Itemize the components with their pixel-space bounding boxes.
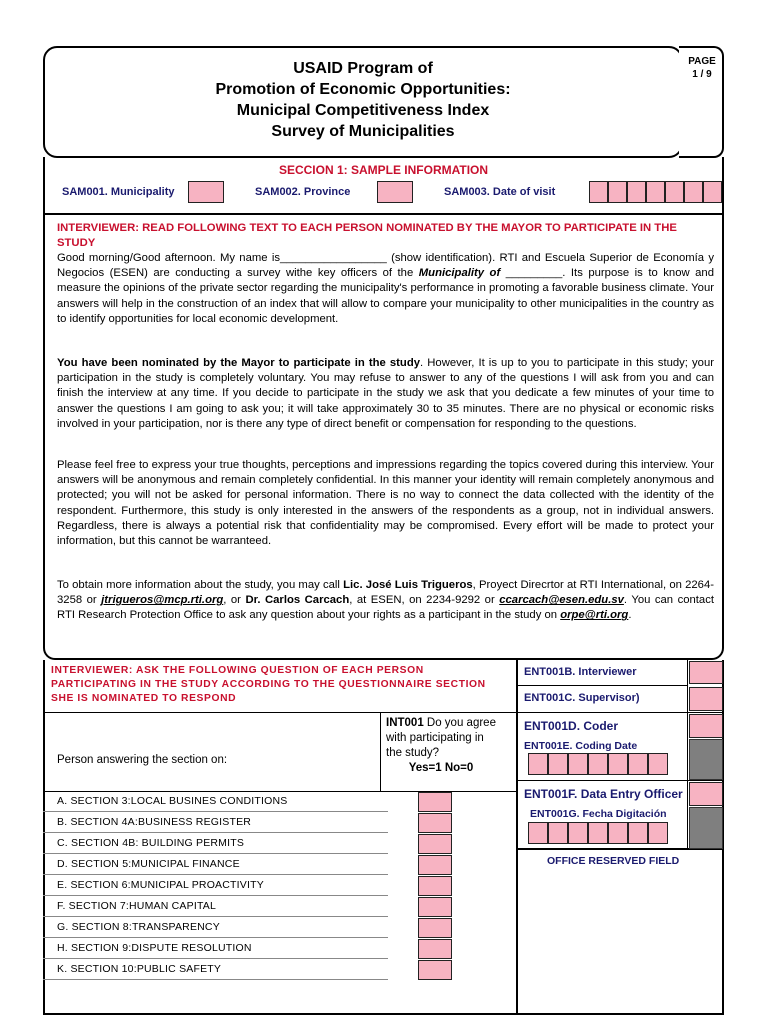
date-cell[interactable] bbox=[548, 753, 568, 775]
date-cell[interactable] bbox=[628, 753, 648, 775]
ent001d-label: ENT001D. Coder bbox=[524, 719, 619, 733]
page-label: PAGE bbox=[688, 56, 716, 67]
int001-answer-field[interactable] bbox=[418, 960, 452, 980]
section-row-label: B. SECTION 4A:BUSINESS REGISTER bbox=[57, 816, 252, 828]
ent001f-label: ENT001F. Data Entry Officer bbox=[524, 787, 683, 801]
date-cell[interactable] bbox=[665, 181, 684, 203]
sam002-label: SAM002. Province bbox=[255, 186, 351, 198]
date-cell[interactable] bbox=[648, 822, 668, 844]
date-cell[interactable] bbox=[646, 181, 665, 203]
intro-paragraph-2: You have been nominated by the Mayor to participate in the study. However, It is up to you to participate in this study; your participation in the study is completely voluntary. You may refuse to answer to any of the questions I will ask from you and can finish the interview at any time. If you decide to participate in the study we ask that you dedicate a few minutes of your time to answer the questions I am going to ask you; it will take approximately 30 to 35 minutes. There are no physical or economic risks involved in your participation, nor is there any type of direct benefit or compensation for responding to the questions. bbox=[57, 357, 715, 430]
row-divider bbox=[43, 937, 388, 938]
date-cell[interactable] bbox=[568, 822, 588, 844]
date-cell[interactable] bbox=[703, 181, 722, 203]
date-cell[interactable] bbox=[684, 181, 703, 203]
intro-heading: INTERVIEWER: READ FOLLOWING TEXT TO EACH PERSON NOMINATED BY THE MAYOR TO PARTICIPATE IN THE STUDY bbox=[57, 222, 677, 249]
sam003-label: SAM003. Date of visit bbox=[444, 186, 556, 198]
row-divider bbox=[43, 916, 388, 917]
int001-answer-field[interactable] bbox=[418, 813, 452, 833]
date-cell[interactable] bbox=[588, 822, 608, 844]
ent001c-field[interactable] bbox=[689, 687, 723, 711]
date-cell[interactable] bbox=[528, 822, 548, 844]
date-cell[interactable] bbox=[608, 822, 628, 844]
row-divider bbox=[43, 853, 388, 854]
office-reserved-label: OFFICE RESERVED FIELD bbox=[547, 855, 680, 867]
sam002-field[interactable] bbox=[377, 181, 413, 203]
section-row-label: H. SECTION 9:DISPUTE RESOLUTION bbox=[57, 942, 252, 954]
int001-answer-field[interactable] bbox=[418, 876, 452, 896]
divider bbox=[518, 685, 688, 686]
int001-question: INT001 Do you agree with participating in the study? Yes=1 No=0 bbox=[386, 717, 496, 774]
int001-answer-field[interactable] bbox=[418, 939, 452, 959]
divider bbox=[518, 780, 723, 781]
ent001g-label: ENT001G. Fecha Digitación bbox=[530, 808, 667, 820]
person-answering-label: Person answering the section on: bbox=[57, 754, 228, 766]
date-cell[interactable] bbox=[568, 753, 588, 775]
row-divider bbox=[43, 811, 388, 812]
int001-answer-field[interactable] bbox=[418, 792, 452, 812]
sam001-field[interactable] bbox=[188, 181, 224, 203]
section-row-label: K. SECTION 10:PUBLIC SAFETY bbox=[57, 963, 222, 975]
title-line-2: Promotion of Economic Opportunities: bbox=[215, 81, 511, 98]
page-indicator bbox=[681, 55, 723, 81]
divider bbox=[380, 712, 381, 792]
date-cell[interactable] bbox=[628, 822, 648, 844]
row-divider bbox=[43, 832, 388, 833]
row-divider bbox=[43, 895, 388, 896]
divider bbox=[43, 712, 518, 713]
section-row-label: A. SECTION 3:LOCAL BUSINES CONDITIONS bbox=[57, 795, 288, 807]
ent001b-label: ENT001B. Interviewer bbox=[524, 666, 637, 678]
office-grey-cell bbox=[689, 739, 723, 780]
title-line-4: Survey of Municipalities bbox=[271, 123, 455, 140]
row-divider bbox=[43, 874, 388, 875]
email-link[interactable]: ccarcach@esen.edu.sv bbox=[499, 594, 624, 607]
row-divider bbox=[43, 979, 388, 980]
date-cell[interactable] bbox=[548, 822, 568, 844]
title-line-3: Municipal Competitiveness Index bbox=[236, 102, 490, 119]
date-cell[interactable] bbox=[648, 753, 668, 775]
date-cell[interactable] bbox=[627, 181, 646, 203]
office-grey-cell bbox=[689, 807, 723, 849]
int001-answer-field[interactable] bbox=[418, 834, 452, 854]
date-cell[interactable] bbox=[528, 753, 548, 775]
date-cell[interactable] bbox=[588, 753, 608, 775]
section-row-label: G. SECTION 8:TRANSPARENCY bbox=[57, 921, 220, 933]
title-line-1: USAID Program of bbox=[293, 60, 433, 77]
page-number: 1 / 9 bbox=[692, 69, 712, 80]
date-cell[interactable] bbox=[608, 181, 627, 203]
int001-answer-field[interactable] bbox=[418, 855, 452, 875]
intro-paragraph-4: To obtain more information about the study, you may call Lic. José Luis Trigueros, Proyect Direcrtor at RTI International, on 2264-3258 or jtrigueros@mcp.rti.org, or Dr. Carlos Carcach, at ESEN, on 2234-9292 or ccarcach@esen.edu.sv. You can contact RTI Research Protection Office to ask any question about your rights as a participant in the study on orpe@rti.org. bbox=[57, 579, 715, 622]
ent001b-field[interactable] bbox=[689, 661, 723, 684]
ent001f-field[interactable] bbox=[689, 782, 723, 806]
intro-paragraph-3: Please feel free to express your true thoughts, perceptions and impressions regarding the topics covered during this interview. Your answers will be anonymous and remain completely confidential. In this manner your identity will remain completely anonymous and protected; you will not be asked for personal information. There is no way to connect the data collected with the identity of the respondent. Furthermore, this study is only interested in the answers of the respondents as a group, not in individual answers. Regardless, there is always a potential risk that confidentiality may be compromised. Every effort will be made to protect your information, but this cannot be warranteed. bbox=[57, 459, 714, 548]
document-title bbox=[43, 58, 683, 142]
sam001-label: SAM001. Municipality bbox=[62, 186, 175, 198]
ent001e-label: ENT001E. Coding Date bbox=[524, 740, 638, 752]
date-cell[interactable] bbox=[589, 181, 608, 203]
int001-answer-field[interactable] bbox=[418, 897, 452, 917]
date-cell[interactable] bbox=[608, 753, 628, 775]
section1-title: SECCION 1: SAMPLE INFORMATION bbox=[278, 163, 489, 177]
divider bbox=[518, 712, 723, 713]
row-divider bbox=[43, 958, 388, 959]
section-row-label: C. SECTION 4B: BUILDING PERMITS bbox=[57, 837, 245, 849]
section-row-label: E. SECTION 6:MUNICIPAL PROACTIVITY bbox=[57, 879, 264, 891]
section-row-label: D. SECTION 5:MUNICIPAL FINANCE bbox=[57, 858, 240, 870]
intro-paragraph-1: Good morning/Good afternoon. My name is_________________ (show identification). RTI and Escuela Superior de Economía y Negocios (ESEN) are conducting a survey withe key officers of the Municipality of _________. Its purpose is to know and measure the opinions of the private sector regarding the municipality's performance in promoting a favorable business climate. Your answers will help in the construction of an index that will allow to compare your municipality to other municipalities in the country as to identify opportunities for local economic development. bbox=[57, 252, 714, 325]
divider bbox=[687, 660, 688, 850]
int001-answer-field[interactable] bbox=[418, 918, 452, 938]
ent001d-field[interactable] bbox=[689, 714, 723, 738]
interviewer-instruction: INTERVIEWER: ASK THE FOLLOWING QUESTION OF EACH PERSON PARTICIPATING IN THE STUDY ACCORDING TO THE QUESTIONNAIRE SECTION SHE IS NOMINATED TO RESPOND bbox=[51, 665, 486, 704]
section-row-label: F. SECTION 7:HUMAN CAPITAL bbox=[57, 900, 217, 912]
ent001c-label: ENT001C. Supervisor) bbox=[524, 692, 640, 704]
email-link[interactable]: orpe@rti.org bbox=[560, 609, 629, 622]
email-link[interactable]: jtrigueros@mcp.rti.org bbox=[101, 594, 224, 607]
